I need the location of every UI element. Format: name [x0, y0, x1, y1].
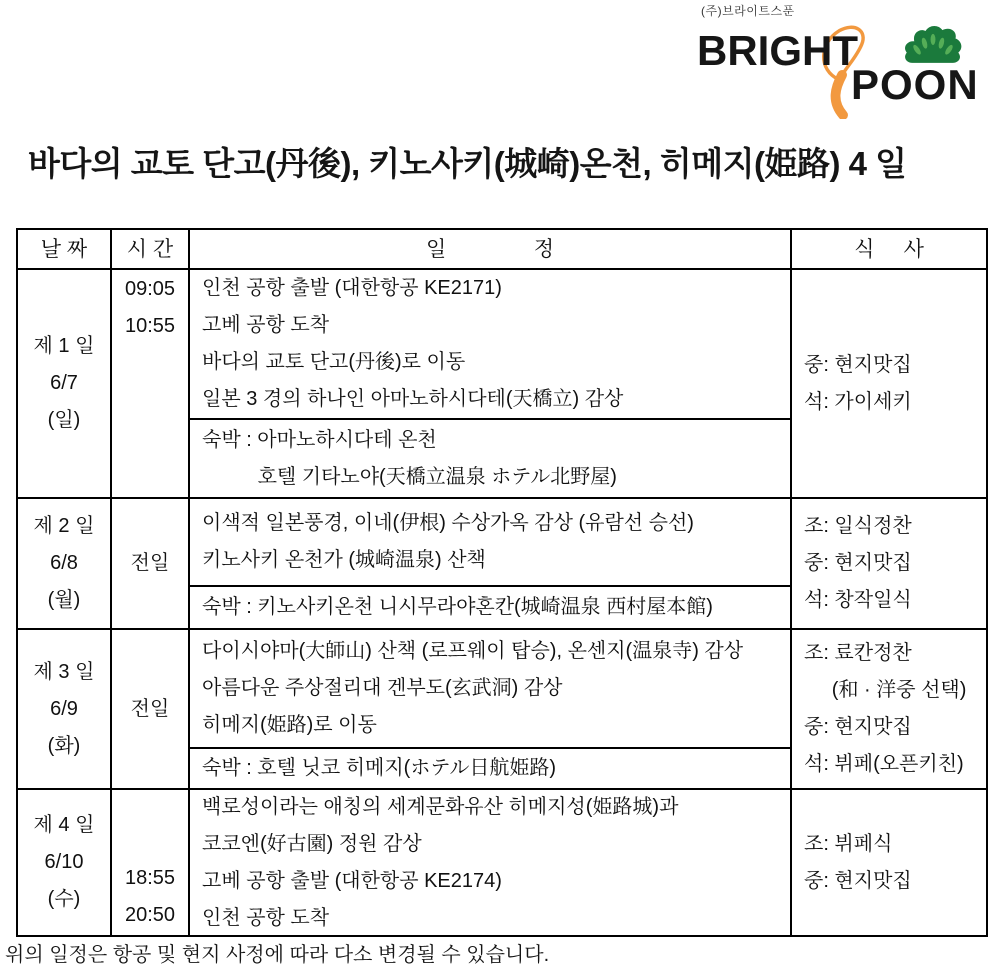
date-line: 제 3 일 [33, 660, 95, 683]
date-cell [18, 270, 112, 497]
schedule-line: 일본 3 경의 하나인 아마노하시다테(天橋立) 감상 [202, 388, 624, 410]
header-date: 날 짜 [18, 230, 112, 268]
footer-note: 위의 일정은 항공 및 현지 사정에 따라 다소 변경될 수 있습니다. [5, 944, 550, 966]
logo-text-poon: POON [851, 61, 979, 108]
schedule-main [190, 499, 790, 585]
meal-line: 중: 현지맛집 [804, 716, 912, 738]
date-cell [18, 630, 112, 788]
time-line: 20:50 [124, 904, 176, 926]
lodging-subrow [190, 418, 790, 497]
lodging-line: 호텔 기타노야(天橋立温泉 ホテル北野屋) [202, 465, 617, 488]
date-line: (월) [47, 589, 81, 611]
time-line: 09:05 [124, 278, 176, 300]
header-schedule: 일 정 [190, 230, 792, 268]
schedule-line: 키노사키 온천가 (城崎温泉) 산책 [202, 549, 486, 571]
meal-line: 석: 가이세키 [804, 390, 912, 413]
logo-company-name: (주)브라이트스푼 [701, 4, 795, 18]
meal-cell [792, 499, 986, 628]
date-line: 제 4 일 [33, 814, 95, 836]
meal-line: 석: 뷔페(오픈키친) [804, 753, 964, 775]
schedule-line: 인천 공항 도착 [202, 906, 330, 929]
date-cell [18, 499, 112, 628]
meal-line: 조: 료칸정찬 [804, 642, 912, 664]
schedule-line: 고베 공항 출발 (대한항공 KE2174) [202, 869, 502, 892]
meal-cell [792, 790, 986, 935]
date-line: (수) [47, 888, 81, 910]
schedule-cell [190, 630, 792, 788]
date-line: 6/9 [50, 697, 78, 720]
schedule-cell [190, 499, 792, 628]
brightspoon-logo [693, 2, 1000, 108]
meal-cell [792, 630, 986, 788]
meal-line: 중: 현지맛집 [804, 353, 912, 376]
meal-line: 조: 뷔페식 [804, 832, 893, 855]
date-line: (화) [47, 734, 81, 757]
header-time: 시 간 [112, 230, 190, 268]
date-line: 6/10 [44, 851, 84, 873]
schedule-line: 바다의 교토 단고(丹後)로 이동 [202, 351, 466, 373]
meal-line: 중: 현지맛집 [804, 869, 912, 892]
schedule-line: 히메지(姫路)로 이동 [202, 714, 377, 736]
schedule-line: 고베 공항 도착 [202, 314, 330, 336]
schedule-main [190, 790, 790, 935]
schedule-main [190, 630, 790, 747]
time-line: 18:55 [124, 867, 176, 889]
itinerary-row-day-1 [18, 270, 986, 499]
time-line: 전일 [130, 697, 170, 720]
lodging-line: 숙박 : 키노사키온천 니시무라야혼칸(城崎温泉 西村屋本館) [202, 596, 713, 618]
itinerary-table [16, 228, 988, 937]
meal-line: (和 · 洋중 선택) [804, 679, 967, 701]
itinerary-row-day-3 [18, 630, 986, 790]
time-cell [112, 270, 190, 497]
time-cell [112, 630, 190, 788]
itinerary-row-day-4 [18, 790, 986, 935]
meal-cell [792, 270, 986, 497]
schedule-cell [190, 270, 792, 497]
lodging-line: 숙박 : 아마노하시다테 온천 [202, 428, 437, 451]
time-line: 전일 [130, 552, 170, 574]
date-line: (일) [47, 409, 81, 431]
meal-line: 석: 창작일식 [804, 589, 912, 611]
lodging-subrow [190, 747, 790, 788]
date-line: 제 2 일 [33, 515, 95, 537]
logo-art [693, 19, 1000, 107]
date-cell [18, 790, 112, 935]
schedule-line: 이색적 일본풍경, 이네(伊根) 수상가옥 감상 (유람선 승선) [202, 512, 694, 534]
logo-text-bright: BRIGHT [697, 27, 858, 74]
meal-line: 조: 일식정찬 [804, 515, 912, 537]
time-cell [112, 790, 190, 935]
date-line: 6/8 [50, 552, 78, 574]
meal-line: 중: 현지맛집 [804, 552, 912, 574]
lodging-line: 숙박 : 호텔 닛코 히메지(ホテル日航姫路) [202, 757, 556, 779]
schedule-line: 코코엔(好古園) 정원 감상 [202, 832, 422, 855]
header-meal: 식 사 [854, 237, 924, 261]
lodging-subrow [190, 585, 790, 628]
schedule-cell [190, 790, 792, 935]
schedule-main [190, 270, 790, 418]
date-line: 6/7 [50, 372, 78, 394]
schedule-line: 다이시야마(大師山) 산책 (로프웨이 탑승), 온센지(温泉寺) 감상 [202, 640, 744, 662]
schedule-line: 아름다운 주상절리대 겐부도(玄武洞) 감상 [202, 677, 563, 699]
itinerary-row-day-2 [18, 499, 986, 630]
time-cell [112, 499, 190, 628]
date-line: 제 1 일 [33, 335, 95, 357]
table-rows [18, 270, 986, 935]
page-title: 바다의 교토 단고(丹後), 키노사키(城崎)온천, 히메지(姫路) 4 일 [28, 145, 907, 182]
schedule-line: 백로성이라는 애칭의 세계문화유산 히메지성(姫路城)과 [202, 795, 679, 818]
schedule-line: 인천 공항 출발 (대한항공 KE2171) [202, 277, 502, 299]
time-line: 10:55 [124, 315, 176, 337]
table-header-row [18, 230, 986, 270]
